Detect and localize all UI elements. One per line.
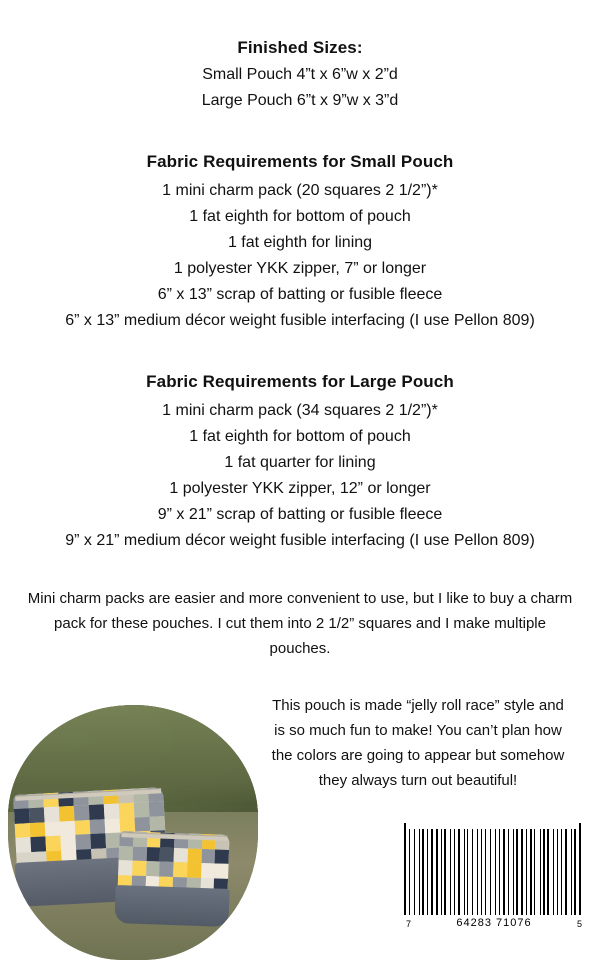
barcode-bar	[582, 823, 583, 915]
small-pouch-line: 6” x 13” scrap of batting or fusible fleece	[157, 286, 443, 303]
barcode-bar	[427, 829, 428, 915]
barcode-bar	[429, 829, 430, 915]
barcode-bar	[441, 829, 442, 915]
barcode-bar	[466, 829, 467, 915]
barcode-left-digit: 7	[406, 919, 412, 929]
small-pouch-line: 6” x 13” medium décor weight fusible interfacing (I use Pellon 809)	[65, 312, 535, 329]
barcode-bar	[534, 829, 535, 915]
barcode-bar	[461, 829, 463, 915]
patch-square	[149, 802, 165, 817]
patch-square	[146, 861, 160, 876]
barcode-bar	[434, 829, 435, 915]
barcode-bar	[490, 829, 491, 915]
barcode-bar	[436, 829, 438, 915]
barcode-digits	[404, 917, 584, 929]
patch-square	[149, 816, 165, 831]
barcode-bar	[472, 829, 473, 915]
barcode-bar	[516, 829, 518, 915]
barcode-bar	[530, 829, 532, 915]
barcode-bar	[479, 829, 480, 915]
patch-square	[30, 837, 46, 852]
patch-square	[15, 837, 31, 852]
barcode-bar	[571, 829, 572, 915]
barcode-bar	[501, 829, 503, 915]
patch-square	[134, 802, 150, 817]
barcode-bar	[543, 829, 545, 915]
barcode-bar	[467, 829, 468, 915]
barcode-bar	[464, 829, 465, 915]
large-pouch-line: 1 polyester YKK zipper, 12” or longer	[169, 480, 431, 497]
patch-square	[14, 809, 30, 824]
patch-square	[74, 805, 90, 820]
jelly-roll-note: This pouch is made “jelly roll race” style and is so much fun to make! You can’t plan how the colors are going to appear but somehow they always turn out beautiful!	[271, 697, 565, 789]
barcode-bar	[447, 829, 449, 915]
barcode-bar	[524, 829, 525, 915]
patch-square	[187, 862, 201, 877]
patch-square	[201, 848, 215, 863]
barcode-bar	[422, 829, 424, 915]
barcode-bar	[485, 829, 487, 915]
small-pouch-heading: Fabric Requirements for Small Pouch	[146, 152, 454, 171]
barcode-bar	[555, 829, 556, 915]
finished-sizes-section	[0, 0, 600, 114]
patch-square	[44, 807, 60, 822]
barcode-bar	[477, 829, 478, 915]
barcode-bar	[553, 829, 554, 915]
patch-square	[75, 834, 91, 849]
small-pouch-base	[114, 885, 229, 927]
barcode-bar	[508, 829, 509, 915]
patch-square	[146, 847, 160, 862]
barcode-main-digits: 64283 71076	[456, 917, 532, 929]
barcode-bar	[506, 829, 507, 915]
barcode-bar	[487, 829, 489, 915]
patch-square	[90, 819, 106, 834]
barcode-bar	[450, 829, 451, 915]
barcode-bar	[469, 829, 471, 915]
patch-square	[119, 846, 133, 861]
barcode-bar	[458, 829, 460, 915]
barcode-bar	[550, 829, 552, 915]
barcode-bar	[536, 829, 538, 915]
barcode-bar	[546, 829, 547, 915]
barcode-bar	[439, 829, 440, 915]
patch-square	[173, 862, 187, 877]
finished-sizes-line: Small Pouch 4”t x 6”w x 2”d	[202, 66, 398, 83]
patch-square	[45, 836, 61, 851]
patch-square	[89, 805, 105, 820]
patch-square	[159, 862, 173, 877]
patch-square	[59, 806, 75, 821]
small-pouch-line: 1 mini charm pack (20 squares 2 1/2”)*	[162, 182, 438, 199]
barcode-bar	[474, 829, 476, 915]
barcode-right-digit: 5	[576, 919, 582, 929]
patch-square	[104, 804, 120, 819]
small-pouch-line: 1 polyester YKK zipper, 7” or longer	[173, 260, 427, 277]
barcode-bar	[456, 829, 457, 915]
barcode-bar	[492, 829, 494, 915]
barcode-bar	[513, 829, 514, 915]
barcode-bar	[421, 829, 422, 915]
patch-square	[135, 817, 151, 832]
barcode-bar	[557, 829, 558, 915]
barcode-bar	[519, 829, 520, 915]
small-pouch-line: 1 fat eighth for bottom of pouch	[189, 208, 411, 225]
barcode-bar	[414, 829, 415, 915]
barcode-bar	[431, 829, 433, 915]
patch-square	[30, 822, 46, 837]
barcode-bar	[574, 829, 576, 915]
patch-square	[118, 860, 132, 875]
barcode-bar	[409, 829, 410, 915]
barcode-bar	[579, 823, 581, 915]
large-pouch-heading: Fabric Requirements for Large Pouch	[146, 372, 454, 391]
barcode-bar	[483, 829, 484, 915]
patch-square	[105, 818, 121, 833]
barcode-bar	[561, 829, 562, 915]
barcode-bar	[415, 829, 417, 915]
barcode-bar	[541, 829, 542, 915]
patch-square	[119, 803, 135, 818]
patch-square	[174, 848, 188, 863]
barcode-bar	[503, 829, 505, 915]
small-pouch-requirements-section	[0, 114, 600, 334]
large-pouch-line: 1 mini charm pack (34 squares 2 1/2”)*	[162, 402, 438, 419]
barcode-bar	[495, 829, 496, 915]
barcode-bar	[510, 829, 512, 915]
large-pouch-line: 9” x 21” medium décor weight fusible interfacing (I use Pellon 809)	[65, 532, 535, 549]
patch-square	[187, 848, 201, 863]
patch-square	[132, 861, 146, 876]
barcode-bar	[454, 829, 455, 915]
small-pouch-image	[116, 831, 229, 927]
large-pouch-requirements-section	[0, 334, 600, 554]
large-pouch-line: 9” x 21” scrap of batting or fusible fleece	[157, 506, 443, 523]
barcode-bar	[540, 829, 541, 915]
patch-square	[90, 833, 106, 848]
barcode-bar	[577, 829, 578, 915]
finished-sizes-line: Large Pouch 6”t x 9”w x 3”d	[201, 92, 399, 109]
barcode-bar	[568, 829, 570, 915]
barcode-bar	[559, 829, 561, 915]
barcode-bar	[404, 823, 406, 915]
barcode-bar	[573, 829, 574, 915]
barcode-bar	[497, 829, 498, 915]
patch-square	[160, 847, 174, 862]
barcode	[404, 823, 584, 929]
patch-square	[60, 835, 76, 850]
patch-square	[75, 820, 91, 835]
small-pouch-line: 1 fat eighth for lining	[227, 234, 373, 251]
barcode-bar	[407, 823, 408, 915]
barcode-bar	[526, 829, 527, 915]
patch-square	[214, 863, 228, 878]
patch-square	[215, 849, 229, 864]
patch-square	[29, 808, 45, 823]
barcode-bar	[565, 829, 567, 915]
barcode-bar	[521, 829, 523, 915]
barcode-bar	[452, 829, 454, 915]
barcode-bar	[444, 829, 446, 915]
barcode-bar	[533, 829, 534, 915]
patch-square	[15, 823, 31, 838]
patch-square	[45, 821, 61, 836]
barcode-bar	[563, 829, 564, 915]
charm-pack-note: Mini charm packs are easier and more convenient to use, but I like to buy a charm pack for these pouches. I cut them into 2 1/2” squares and I make multiple pouches.	[27, 590, 573, 657]
barcode-bar	[411, 829, 413, 915]
barcode-bar	[419, 829, 420, 915]
photo-background-blur	[8, 705, 258, 792]
barcode-bar	[481, 829, 483, 915]
barcode-bar	[442, 829, 443, 915]
finished-sizes-heading: Finished Sizes:	[237, 38, 363, 57]
barcode-bar	[499, 829, 500, 915]
large-pouch-line: 1 fat quarter for lining	[224, 454, 376, 471]
barcode-bar	[425, 829, 427, 915]
patch-square	[132, 846, 146, 861]
barcode-bar	[514, 829, 515, 915]
barcode-bar	[547, 829, 549, 915]
barcode-bars	[404, 823, 584, 915]
large-pouch-line: 1 fat eighth for bottom of pouch	[189, 428, 411, 445]
pouch-photo	[8, 705, 258, 960]
patch-square	[60, 821, 76, 836]
patch-square	[201, 863, 215, 878]
barcode-bar	[527, 829, 529, 915]
